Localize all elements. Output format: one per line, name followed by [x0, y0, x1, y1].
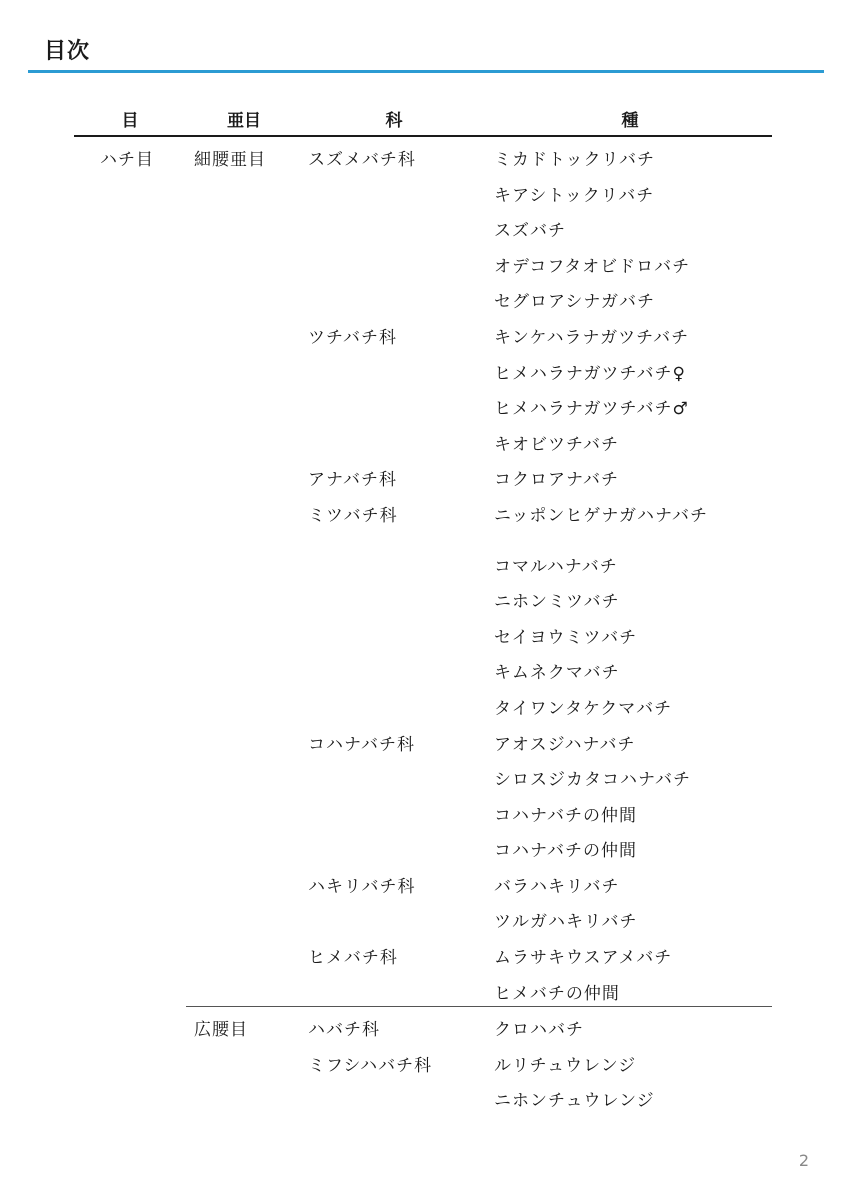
species-cell: ヒメハラナガツチバチ♂ — [494, 399, 689, 420]
species-cell: アオスジハナバチ — [494, 734, 636, 755]
header-order: 目 — [121, 111, 139, 131]
header-family: 科 — [385, 111, 403, 131]
table-row — [74, 457, 772, 493]
table-row — [74, 173, 772, 209]
page-number: 2 — [798, 1151, 809, 1170]
table-row — [74, 793, 772, 829]
table-row — [74, 422, 772, 458]
header-suborder: 亜目 — [227, 111, 261, 131]
table-row — [74, 971, 772, 1007]
table-row — [74, 351, 772, 387]
species-cell: コマルハナバチ — [494, 556, 618, 577]
table-row — [74, 208, 772, 244]
species-cell: タイワンタケクマバチ — [494, 698, 673, 719]
page-title: 目次 — [44, 39, 91, 64]
header-species: 種 — [621, 111, 639, 131]
table-row — [74, 828, 772, 864]
family-cell: ハバチ科 — [308, 1020, 380, 1041]
species-cell: セグロアシナガバチ — [494, 292, 655, 313]
species-cell: キオビツチバチ — [494, 434, 619, 455]
suborder-cell: 広腰目 — [194, 1020, 248, 1041]
title-rule — [28, 70, 824, 73]
species-cell: ニホンチュウレンジ — [494, 1091, 655, 1112]
species-cell: キムネクマバチ — [494, 663, 620, 684]
table-row — [74, 615, 772, 651]
table-row — [74, 315, 772, 351]
family-cell: コハナバチ科 — [308, 734, 415, 755]
table-row — [74, 1078, 772, 1114]
table-row — [74, 544, 772, 580]
table-row — [74, 579, 772, 615]
table-row — [74, 386, 772, 422]
table-row — [74, 935, 772, 971]
table-row — [74, 137, 772, 173]
family-cell: ミツバチ科 — [308, 505, 398, 526]
family-cell: ハキリバチ科 — [308, 876, 416, 897]
table-row — [74, 650, 772, 686]
table-row — [74, 864, 772, 900]
family-cell: スズメバチ科 — [308, 150, 416, 170]
species-cell: ヒメハラナガツチバチ♀ — [494, 363, 686, 384]
species-cell: ムラサキウスアメバチ — [494, 948, 673, 969]
table-row — [74, 244, 772, 280]
species-cell: シロスジカタコハナバチ — [494, 770, 691, 791]
table-body — [74, 137, 772, 1114]
family-cell: ツチバチ科 — [308, 327, 397, 348]
species-cell: ニッポンヒゲナガハナバチ — [494, 505, 708, 526]
species-cell: クロハバチ — [494, 1020, 584, 1041]
table-header — [74, 97, 772, 137]
species-cell: ツルガハキリバチ — [494, 912, 638, 933]
toc-table — [74, 97, 772, 1114]
species-cell: スズバチ — [494, 221, 566, 242]
table-row — [74, 899, 772, 935]
species-cell: オデコフタオビドロバチ — [494, 256, 691, 277]
species-cell: ルリチュウレンジ — [494, 1055, 637, 1076]
species-cell: キアシトックリバチ — [494, 185, 655, 206]
table-row — [74, 757, 772, 793]
species-cell: セイヨウミツバチ — [494, 627, 638, 648]
suborder-cell: 細腰亜目 — [194, 150, 266, 170]
species-cell: ヒメバチの仲間 — [494, 983, 620, 1004]
table-row — [74, 722, 772, 758]
family-cell: アナバチ科 — [308, 470, 397, 491]
species-cell: ミカドトックリバチ — [494, 150, 655, 170]
table-row — [74, 1043, 772, 1079]
table-row — [74, 686, 772, 722]
species-cell: コクロアナバチ — [494, 470, 619, 491]
species-cell: コハナバチの仲間 — [494, 805, 637, 826]
species-cell: ニホンミツバチ — [494, 592, 620, 613]
table-row — [74, 493, 772, 529]
table-row — [186, 1006, 772, 1043]
order-cell: ハチ目 — [100, 150, 154, 170]
species-cell: コハナバチの仲間 — [494, 841, 637, 862]
family-cell: ミフシハバチ科 — [308, 1055, 433, 1076]
family-cell: ヒメバチ科 — [308, 948, 398, 969]
species-cell: バラハキリバチ — [494, 876, 620, 897]
species-cell: キンケハラナガツチバチ — [494, 327, 690, 348]
table-row — [74, 279, 772, 315]
